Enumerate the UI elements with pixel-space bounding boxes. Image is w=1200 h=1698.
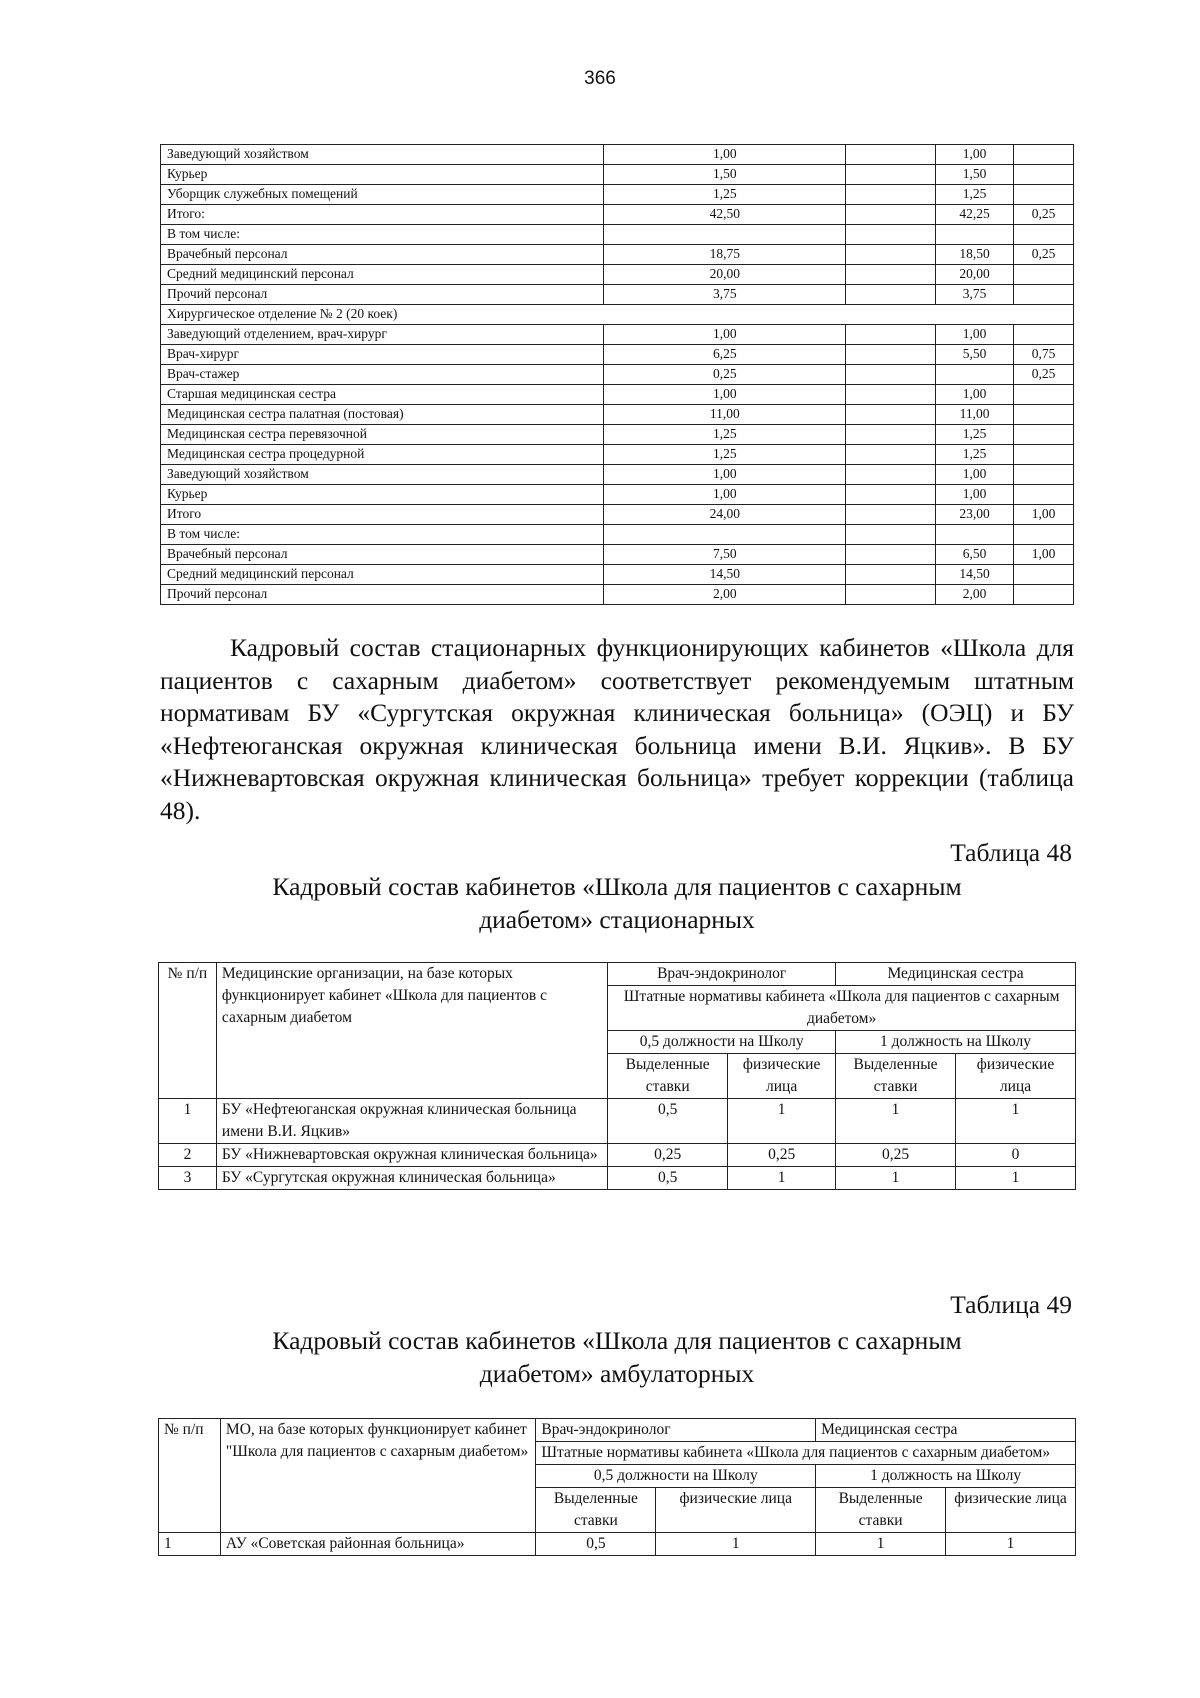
table-row: [161, 425, 1074, 445]
table-row: [161, 585, 1074, 605]
value-cell: [604, 525, 846, 545]
position-cell: Итого:: [161, 205, 604, 225]
position-cell: Врач-стажер: [161, 365, 604, 385]
value-cell: [846, 445, 936, 465]
table49-title-line1: Кадровый состав кабинетов «Школа для пациентов с сахарным: [272, 1326, 962, 1355]
value-cell: 1,00: [936, 485, 1014, 505]
value-cell: 6,25: [604, 345, 846, 365]
value-cell: 1,25: [936, 185, 1014, 205]
table-row: [161, 185, 1074, 205]
table48-title: [160, 870, 1074, 936]
value-cell: [936, 365, 1014, 385]
value-cell: [936, 225, 1014, 245]
table48-org: БУ «Сургутская окружная клиническая больница»: [216, 1167, 607, 1190]
table48-num: 2: [159, 1144, 217, 1167]
table-row: [161, 245, 1074, 265]
table-row: [161, 505, 1074, 525]
table-row: [161, 285, 1074, 305]
table48-header-doctor: Врач-эндокринолог: [608, 963, 836, 986]
value-cell: [846, 225, 936, 245]
table49-header-norms: Штатные нормативы кабинета «Школа для пациентов с сахарным диабетом»: [536, 1442, 1076, 1465]
value-cell: 24,00: [604, 505, 846, 525]
value-cell: [846, 245, 936, 265]
table-row: [161, 225, 1074, 245]
value-cell: [846, 505, 936, 525]
position-cell: Прочий персонал: [161, 585, 604, 605]
value-cell: [846, 285, 936, 305]
table49-v3: 1: [816, 1533, 946, 1556]
table48-header-norms: Штатные нормативы кабинета «Школа для пациентов с сахарным диабетом»: [608, 986, 1076, 1031]
value-cell: [1014, 425, 1074, 445]
value-cell: 1,00: [604, 465, 846, 485]
table49-v2: 1: [656, 1533, 816, 1556]
value-cell: 0,25: [1014, 365, 1074, 385]
position-cell: Заведующий отделением, врач-хирург: [161, 325, 604, 345]
table49-org: АУ «Советская районная больница»: [220, 1533, 536, 1556]
position-cell: Старшая медицинская сестра: [161, 385, 604, 405]
value-cell: [846, 365, 936, 385]
position-cell: Уборщик служебных помещений: [161, 185, 604, 205]
value-cell: 7,50: [604, 545, 846, 565]
table48-v2: 1: [728, 1099, 836, 1144]
value-cell: [846, 465, 936, 485]
table48-header-rates-b: Выделенные ставки: [836, 1054, 956, 1099]
value-cell: [1014, 405, 1074, 425]
table48-num: 3: [159, 1167, 217, 1190]
table49-header-nurse: Медицинская сестра: [816, 1419, 1076, 1442]
paragraph-text: Кадровый состав стационарных функционирующих кабинетов «Школа для пациентов с сахарным диабетом» соответствует рекомендуемым штатным нормативам БУ «Сургутская окружная клиническая больница» (ОЭЦ) и БУ «Нефтеюганская окружная клиническая больница имени В.И. Яцкив». В БУ «Нижневартовская окружная клиническая больница» требует коррекции (таблица 48).: [160, 633, 1074, 825]
value-cell: [1014, 285, 1074, 305]
value-cell: 1,25: [604, 445, 846, 465]
table-row: [161, 265, 1074, 285]
table-row: [161, 365, 1074, 385]
value-cell: 18,50: [936, 245, 1014, 265]
table48-header-nurse: Медицинская сестра: [836, 963, 1076, 986]
table-row: [161, 405, 1074, 425]
value-cell: [1014, 485, 1074, 505]
table49-header-doctor: Врач-эндокринолог: [536, 1419, 816, 1442]
position-cell: Врачебный персонал: [161, 545, 604, 565]
table-row: [159, 1533, 1076, 1556]
value-cell: [1014, 165, 1074, 185]
position-cell: Курьер: [161, 485, 604, 505]
value-cell: [1014, 185, 1074, 205]
value-cell: 3,75: [604, 285, 846, 305]
table49-caption: Таблица 49: [950, 1290, 1072, 1319]
table48-v3: 0,25: [836, 1144, 956, 1167]
position-cell: Прочий персонал: [161, 285, 604, 305]
value-cell: 1,25: [604, 185, 846, 205]
table48-v4: 0: [956, 1144, 1076, 1167]
table48-num: 1: [159, 1099, 217, 1144]
value-cell: [846, 525, 936, 545]
value-cell: [846, 165, 936, 185]
value-cell: [936, 525, 1014, 545]
value-cell: [846, 205, 936, 225]
table-row: [161, 345, 1074, 365]
table49-header-rates-b: Выделенные ставки: [816, 1488, 946, 1533]
table48-header-persons-a: физические лица: [728, 1054, 836, 1099]
paragraph: [160, 632, 1074, 827]
position-cell: Врачебный персонал: [161, 245, 604, 265]
position-cell: В том числе:: [161, 225, 604, 245]
value-cell: [846, 485, 936, 505]
table48-v1: 0,5: [608, 1167, 728, 1190]
table49-header-persons-a: физические лица: [656, 1488, 816, 1533]
value-cell: [846, 565, 936, 585]
value-cell: 6,50: [936, 545, 1014, 565]
table48-v3: 1: [836, 1099, 956, 1144]
table48-v4: 1: [956, 1167, 1076, 1190]
table-row: [159, 1167, 1076, 1190]
position-cell: Медицинская сестра перевязочной: [161, 425, 604, 445]
table-row: [159, 1144, 1076, 1167]
table49-header-half: 0,5 должности на Школу: [536, 1465, 816, 1488]
value-cell: 23,00: [936, 505, 1014, 525]
table48-header-persons-b: физические лица: [956, 1054, 1076, 1099]
table48-v2: 0,25: [728, 1144, 836, 1167]
value-cell: [1014, 325, 1074, 345]
position-cell: Медицинская сестра палатная (постовая): [161, 405, 604, 425]
value-cell: [846, 545, 936, 565]
value-cell: 3,75: [936, 285, 1014, 305]
table48-v3: 1: [836, 1167, 956, 1190]
position-cell: Итого: [161, 505, 604, 525]
value-cell: 42,50: [604, 205, 846, 225]
position-cell: Заведующий хозяйством: [161, 145, 604, 165]
table48-v1: 0,25: [608, 1144, 728, 1167]
value-cell: [846, 145, 936, 165]
table49-v1: 0,5: [536, 1533, 656, 1556]
value-cell: 1,50: [936, 165, 1014, 185]
value-cell: 0,25: [1014, 245, 1074, 265]
value-cell: [846, 185, 936, 205]
value-cell: 2,00: [604, 585, 846, 605]
value-cell: 1,00: [936, 325, 1014, 345]
value-cell: 1,25: [604, 425, 846, 445]
table-row: [161, 165, 1074, 185]
value-cell: 0,25: [1014, 205, 1074, 225]
position-cell: Медицинская сестра процедурной: [161, 445, 604, 465]
table-row: [161, 465, 1074, 485]
table49-v4: 1: [946, 1533, 1076, 1556]
value-cell: 14,50: [604, 565, 846, 585]
value-cell: 0,25: [604, 365, 846, 385]
staffing-table: [160, 144, 1074, 605]
position-cell: Средний медицинский персонал: [161, 265, 604, 285]
table48-v2: 1: [728, 1167, 836, 1190]
value-cell: [846, 425, 936, 445]
page-number: 366: [584, 68, 616, 89]
value-cell: [604, 225, 846, 245]
value-cell: 1,00: [604, 385, 846, 405]
table-row: [161, 325, 1074, 345]
value-cell: [846, 345, 936, 365]
table48-v1: 0,5: [608, 1099, 728, 1144]
value-cell: [1014, 225, 1074, 245]
value-cell: [846, 325, 936, 345]
value-cell: 14,50: [936, 565, 1014, 585]
staffing-table-body: [161, 145, 1074, 605]
value-cell: [1014, 265, 1074, 285]
table48-header-org: Медицинские организации, на базе которых функционирует кабинет «Школа для пациентов с сахарным диабетом: [216, 963, 607, 1099]
value-cell: [846, 265, 936, 285]
value-cell: 1,00: [1014, 505, 1074, 525]
table48-header-num: № п/п: [159, 963, 217, 1099]
table49-num: 1: [159, 1533, 221, 1556]
value-cell: [1014, 585, 1074, 605]
table-row: [161, 385, 1074, 405]
value-cell: [846, 585, 936, 605]
value-cell: 1,00: [936, 385, 1014, 405]
value-cell: 11,00: [604, 405, 846, 425]
value-cell: 1,00: [936, 145, 1014, 165]
table48-v4: 1: [956, 1099, 1076, 1144]
value-cell: 1,00: [604, 485, 846, 505]
table-row: [161, 145, 1074, 165]
table49-header-num: № п/п: [159, 1419, 221, 1533]
value-cell: [846, 405, 936, 425]
value-cell: 1,00: [604, 145, 846, 165]
value-cell: 1,50: [604, 165, 846, 185]
value-cell: 42,25: [936, 205, 1014, 225]
value-cell: [1014, 145, 1074, 165]
table48: [158, 962, 1076, 1190]
value-cell: 1,00: [1014, 545, 1074, 565]
table-row: [161, 545, 1074, 565]
value-cell: [1014, 525, 1074, 545]
value-cell: 0,75: [1014, 345, 1074, 365]
position-cell: Средний медицинский персонал: [161, 565, 604, 585]
table-row: [161, 525, 1074, 545]
table-row: [161, 565, 1074, 585]
value-cell: 1,25: [936, 445, 1014, 465]
table49-header-one: 1 должность на Школу: [816, 1465, 1076, 1488]
value-cell: 18,75: [604, 245, 846, 265]
position-cell: Курьер: [161, 165, 604, 185]
table48-caption: Таблица 48: [950, 838, 1072, 867]
value-cell: 11,00: [936, 405, 1014, 425]
table49-header-org: МО, на базе которых функционирует кабинет "Школа для пациентов с сахарным диабетом»: [220, 1419, 536, 1533]
section-heading: Хирургическое отделение № 2 (20 коек): [161, 305, 1074, 325]
table48-org: БУ «Нефтеюганская окружная клиническая больница имени В.И. Яцкив»: [216, 1099, 607, 1144]
position-cell: Врач-хирург: [161, 345, 604, 365]
value-cell: 20,00: [936, 265, 1014, 285]
position-cell: В том числе:: [161, 525, 604, 545]
table-row: [161, 205, 1074, 225]
table48-header-rates-a: Выделенные ставки: [608, 1054, 728, 1099]
value-cell: [846, 385, 936, 405]
value-cell: 1,00: [936, 465, 1014, 485]
table49-header-rates-a: Выделенные ставки: [536, 1488, 656, 1533]
value-cell: [1014, 385, 1074, 405]
position-cell: Заведующий хозяйством: [161, 465, 604, 485]
table49: [158, 1418, 1076, 1556]
table-row: [161, 305, 1074, 325]
value-cell: 2,00: [936, 585, 1014, 605]
value-cell: [1014, 565, 1074, 585]
table48-title-line2: диабетом» стационарных: [479, 905, 755, 934]
table49-header-persons-b: физические лица: [946, 1488, 1076, 1533]
table-row: [159, 1099, 1076, 1144]
value-cell: [1014, 445, 1074, 465]
value-cell: 1,25: [936, 425, 1014, 445]
table-row: [161, 445, 1074, 465]
value-cell: 20,00: [604, 265, 846, 285]
value-cell: 5,50: [936, 345, 1014, 365]
table-row: [161, 485, 1074, 505]
table48-org: БУ «Нижневартовская окружная клиническая больница»: [216, 1144, 607, 1167]
table48-header-one: 1 должность на Школу: [836, 1031, 1076, 1054]
value-cell: [1014, 465, 1074, 485]
table48-title-line1: Кадровый состав кабинетов «Школа для пациентов с сахарным: [272, 872, 962, 901]
value-cell: 1,00: [604, 325, 846, 345]
table49-title-line2: диабетом» амбулаторных: [479, 1359, 755, 1388]
table49-title: [160, 1324, 1074, 1390]
table48-header-half: 0,5 должности на Школу: [608, 1031, 836, 1054]
